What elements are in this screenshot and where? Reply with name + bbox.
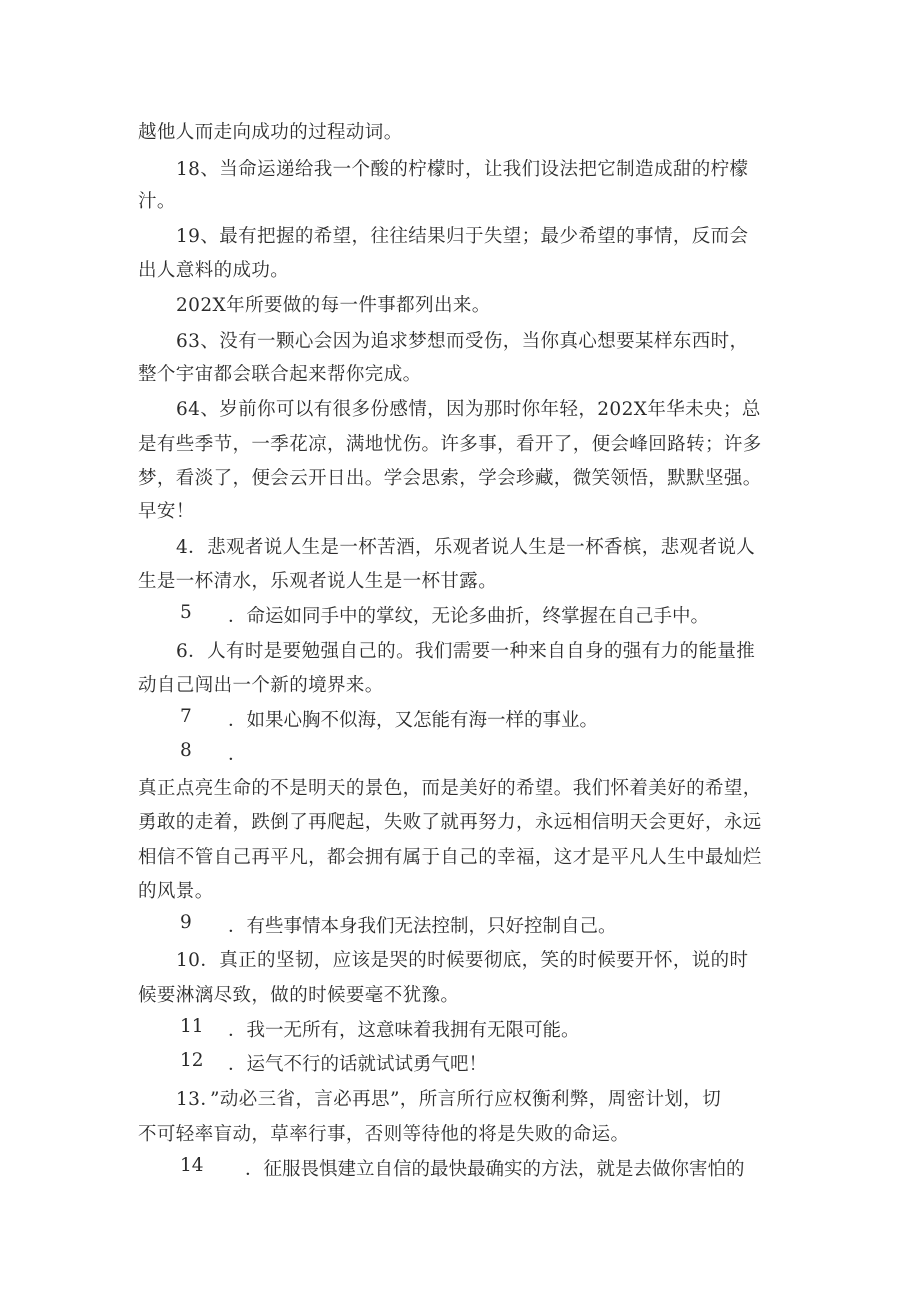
text-line: 出人意料的成功。	[138, 260, 290, 281]
text-line: 早安！	[138, 501, 195, 522]
item-number: 5	[180, 602, 192, 623]
text-line: 勇敢的走着，跌倒了再爬起，失败了就再努力，永远相信明天会更好，永远	[138, 812, 762, 833]
text-line: 13．”动必三省，言必再思”，所言所行应权衡利弊，周密计划，切	[176, 1089, 722, 1110]
text-line: ．命运如同手中的掌纹，无论多曲折，终掌握在自己手中。	[228, 606, 710, 627]
item-number: 14	[180, 1155, 204, 1176]
text-line: 64、岁前你可以有很多份感情，因为那时你年轻，202X年华未央；总	[176, 399, 761, 420]
text-line: 整个宇宙都会联合起来帮你完成。	[138, 364, 422, 385]
item-number: 7	[180, 706, 192, 727]
text-line: 相信不管自己再平凡，都会拥有属于自己的幸福，这才是平凡人生中最灿烂	[138, 847, 762, 868]
text-line: 越他人而走向成功的过程动词。	[138, 122, 403, 143]
text-line: 18、当命运递给我一个酸的柠檬时，让我们设法把它制造成甜的柠檬	[176, 159, 749, 180]
text-line: 202X年所要做的每一件事都列出来。	[176, 295, 491, 316]
text-line: 的风景。	[138, 881, 214, 902]
text-line: 真正点亮生命的不是明天的景色，而是美好的希望。我们怀着美好的希望，	[138, 778, 762, 799]
item-number: 12	[180, 1050, 204, 1071]
item-number: 9	[180, 912, 192, 933]
text-line: 19、最有把握的希望，往往结果归于失望；最少希望的事情，反而会	[176, 226, 749, 247]
text-line: ．	[228, 744, 247, 765]
text-line: 候要淋漓尽致，做的时候要毫不犹豫。	[138, 985, 460, 1006]
text-line: 6．人有时是要勉强自己的。我们需要一种来自自身的强有力的能量推	[176, 641, 756, 662]
text-line: 生是一杯清水，乐观者说人生是一杯甘露。	[138, 571, 498, 592]
text-line: 4．悲观者说人生是一杯苦酒，乐观者说人生是一杯香槟，悲观者说人	[176, 537, 756, 558]
text-line: 不可轻率盲动，草率行事，否则等待他的将是失败的命运。	[138, 1124, 630, 1145]
text-line: 梦，看淡了，便会云开日出。学会思索，学会珍藏，微笑领悟，默默坚强。	[138, 468, 762, 489]
text-line: ．有些事情本身我们无法控制，只好控制自己。	[228, 916, 617, 937]
text-line: ．如果心胸不似海，又怎能有海一样的事业。	[228, 710, 599, 731]
text-line: 10．真正的坚韧，应该是哭的时候要彻底，笑的时候要开怀，说的时	[176, 950, 749, 971]
text-line: 是有些季节，一季花凉，满地忧伤。许多事，看开了，便会峰回路转；许多	[138, 434, 762, 455]
text-line: ．我一无所有，这意味着我拥有无限可能。	[228, 1020, 580, 1041]
text-line: 动自己闯出一个新的境界来。	[138, 675, 384, 696]
text-line: ．运气不行的话就试试勇气吧！	[228, 1054, 488, 1075]
item-number: 8	[180, 740, 192, 761]
text-line: ．征服畏惧建立自信的最快最确实的方法，就是去做你害怕的	[245, 1159, 745, 1180]
item-number: 11	[180, 1016, 204, 1037]
text-line: 汁。	[138, 191, 176, 212]
text-line: 63、没有一颗心会因为追求梦想而受伤，当你真心想要某样东西时，	[176, 331, 749, 352]
